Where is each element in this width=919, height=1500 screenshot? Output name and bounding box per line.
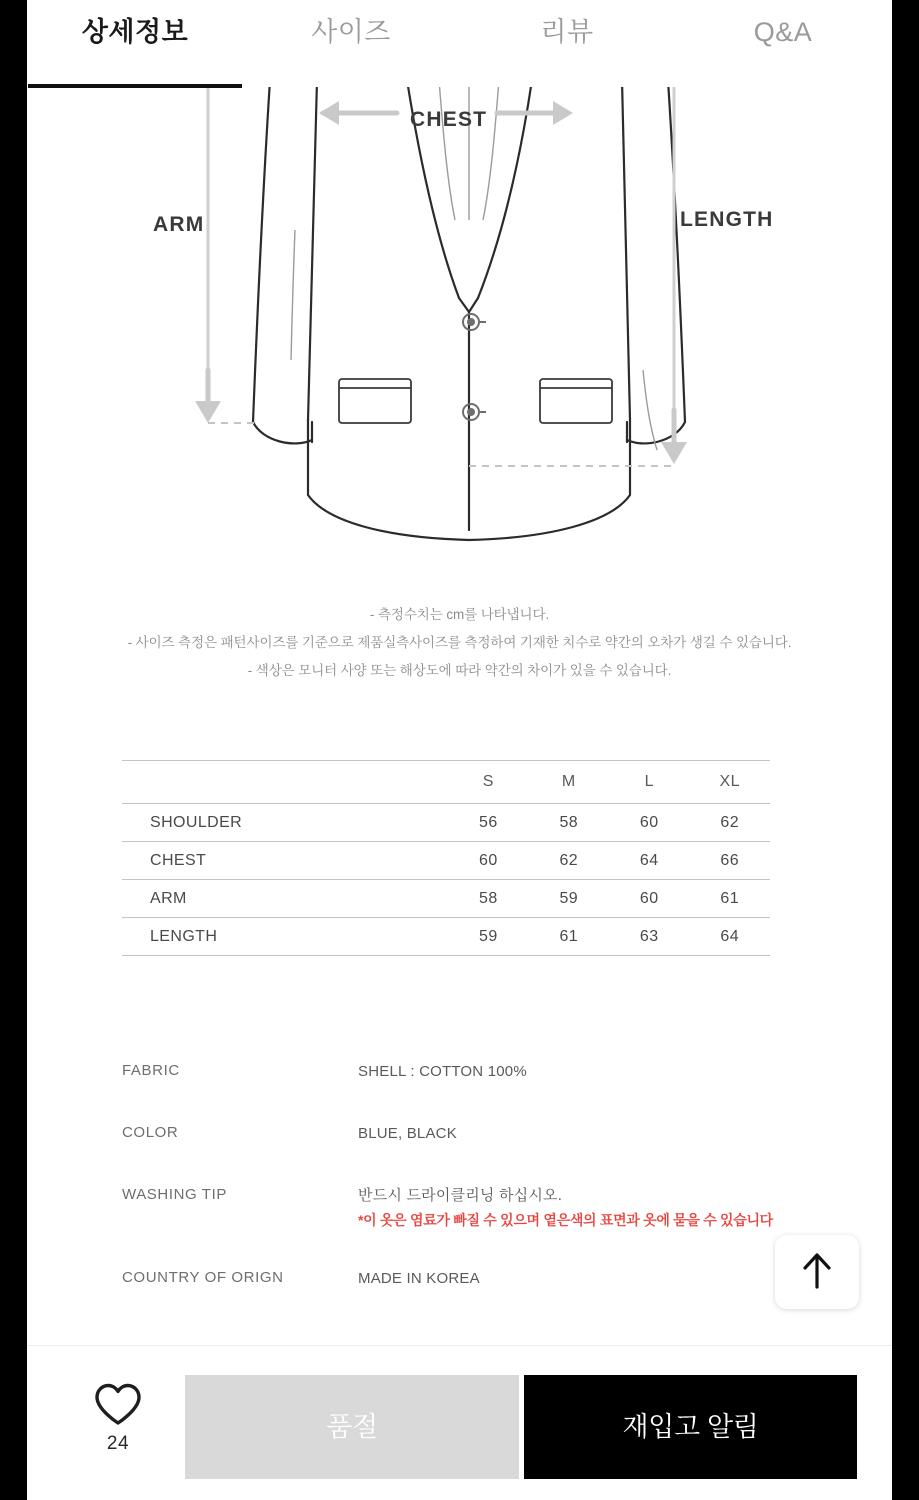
heart-outline-icon <box>93 1382 143 1428</box>
cell-chest-l: 64 <box>609 842 689 880</box>
table-row <box>122 804 770 842</box>
info-row-washing-tip <box>122 1184 862 1267</box>
cell-shoulder-xl: 62 <box>689 804 770 842</box>
row-label-arm: ARM <box>122 880 448 918</box>
letterbox-right <box>892 0 919 1500</box>
row-label-length: LENGTH <box>122 918 448 956</box>
size-chart-body <box>122 804 770 956</box>
product-info-list <box>122 1060 862 1329</box>
chest-dimension-label: CHEST <box>410 108 488 131</box>
cell-arm-l: 60 <box>609 880 689 918</box>
table-row <box>122 880 770 918</box>
tab-size[interactable]: 사이즈 <box>311 17 391 47</box>
cell-chest-xl: 66 <box>689 842 770 880</box>
row-label-shoulder: SHOULDER <box>122 804 448 842</box>
cell-chest-m: 62 <box>529 842 609 880</box>
info-value-country-of-origin: MADE IN KOREA <box>358 1270 480 1287</box>
wishlist-button[interactable] <box>79 1382 157 1455</box>
table-row <box>122 842 770 880</box>
tab-qna[interactable]: Q&A <box>753 17 813 47</box>
wishlist-count: 24 <box>106 1433 130 1454</box>
size-diagram <box>27 70 892 590</box>
dye-transfer-warning: *이 옷은 염료가 빠질 수 있으며 옅은색의 표면과 옷에 묻을 수 있습니다 <box>358 1212 773 1228</box>
header-size-s: S <box>448 761 528 804</box>
cell-arm-s: 58 <box>448 880 528 918</box>
cell-length-m: 61 <box>529 918 609 956</box>
table-row <box>122 918 770 956</box>
active-tab-indicator <box>28 84 242 88</box>
cell-shoulder-m: 58 <box>529 804 609 842</box>
info-value-fabric: SHELL : COTTON 100% <box>358 1063 527 1080</box>
info-row-fabric <box>122 1060 862 1122</box>
measurement-disclaimers <box>27 605 892 689</box>
row-label-chest: CHEST <box>122 842 448 880</box>
cell-arm-m: 59 <box>529 880 609 918</box>
letterbox-left <box>0 0 27 1500</box>
length-dimension-label: LENGTH <box>680 208 774 231</box>
size-chart-header <box>122 761 770 804</box>
jacket-line-drawing <box>27 70 892 590</box>
restock-alert-button[interactable]: 재입고 알림 <box>524 1375 857 1479</box>
cell-length-s: 59 <box>448 918 528 956</box>
arrow-up-icon <box>800 1251 834 1291</box>
disclaimer-line-2: - 사이즈 측정은 패턴사이즈를 기준으로 제품실측사이즈를 측정하여 기재한 치수로 약간의 오차가 생길 수 있습니다. <box>127 635 792 650</box>
tab-review[interactable]: 리뷰 <box>540 17 594 47</box>
info-label-washing-tip: WASHING TIP <box>122 1186 227 1203</box>
sold-out-button: 품절 <box>185 1375 519 1479</box>
scroll-to-top-button[interactable] <box>775 1235 859 1309</box>
tab-bar <box>27 0 892 87</box>
tab-detail[interactable]: 상세정보 <box>81 17 189 47</box>
cell-shoulder-l: 60 <box>609 804 689 842</box>
arm-dimension-label: ARM <box>153 213 205 236</box>
size-chart-table <box>122 760 770 956</box>
washing-tip-text: 반드시 드라이클리닝 하십시오. <box>358 1187 563 1204</box>
cell-shoulder-s: 56 <box>448 804 528 842</box>
info-label-country-of-origin: COUNTRY OF ORIGN <box>122 1269 284 1286</box>
table-header-row <box>122 761 770 804</box>
info-value-color: BLUE, BLACK <box>358 1125 457 1142</box>
info-label-color: COLOR <box>122 1124 179 1141</box>
header-size-xl: XL <box>689 761 770 804</box>
info-row-country-of-origin <box>122 1267 862 1329</box>
product-detail-page <box>27 0 892 1500</box>
header-size-m: M <box>529 761 609 804</box>
cell-chest-s: 60 <box>448 842 528 880</box>
cell-length-xl: 64 <box>689 918 770 956</box>
disclaimer-line-3: - 색상은 모니터 사양 또는 해상도에 따라 약간의 차이가 있을 수 있습니다. <box>247 663 672 678</box>
info-value-washing-tip <box>358 1184 858 1232</box>
info-row-color <box>122 1122 862 1184</box>
header-size-l: L <box>609 761 689 804</box>
cell-length-l: 63 <box>609 918 689 956</box>
bottom-action-bar <box>27 1346 892 1500</box>
info-label-fabric: FABRIC <box>122 1062 180 1079</box>
cell-arm-xl: 61 <box>689 880 770 918</box>
header-measurement-name <box>122 761 448 804</box>
disclaimer-line-1: - 측정수치는 cm를 나타냅니다. <box>369 607 550 622</box>
